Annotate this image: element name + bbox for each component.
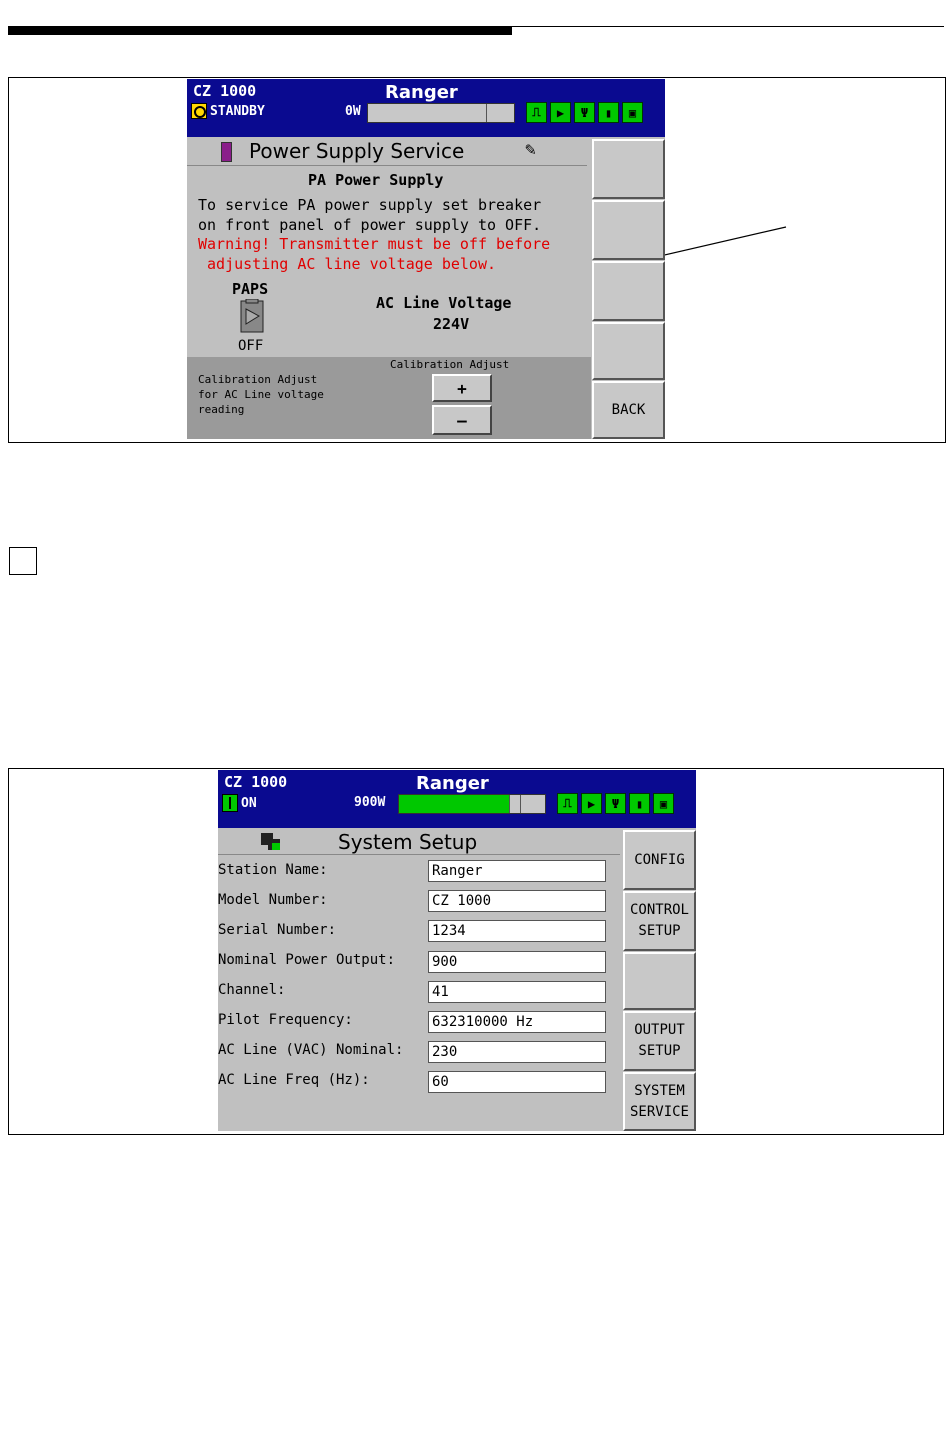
instruction-text: on front panel of power supply to OFF. — [198, 216, 542, 234]
warning-text: adjusting AC line voltage below. — [198, 255, 497, 273]
calibration-section — [187, 357, 591, 439]
meter-fill — [399, 795, 510, 813]
model-label: CZ 1000 — [193, 82, 257, 100]
paps-label: PAPS — [232, 280, 269, 298]
screen-system-setup — [218, 770, 696, 1131]
nominal-power-field[interactable]: 900 — [428, 951, 606, 973]
ac-line-voltage-label: AC Line Voltage — [376, 294, 512, 312]
ac-line-voltage-value: 224V — [433, 315, 470, 333]
back-button[interactable]: BACK — [592, 381, 665, 439]
setup-icon — [260, 832, 282, 852]
serial-number-field[interactable]: 1234 — [428, 920, 606, 942]
instruction-text: To service PA power supply set breaker — [198, 196, 542, 214]
pilot-frequency-field[interactable]: 632310000 Hz — [428, 1011, 606, 1033]
calibration-plus-button[interactable]: + — [432, 374, 492, 402]
panel-title-bar — [187, 139, 587, 166]
ac-line-nominal-field[interactable]: 230 — [428, 1041, 606, 1063]
side-button-empty[interactable] — [623, 952, 696, 1010]
panel-title: Power Supply Service — [249, 139, 465, 163]
panel-title: System Setup — [338, 830, 478, 854]
field-label-nominal-power: Nominal Power Output: — [218, 952, 396, 968]
model-label: CZ 1000 — [224, 773, 288, 791]
field-label-pilot-frequency: Pilot Frequency: — [218, 1012, 353, 1028]
field-label-channel: Channel: — [218, 982, 286, 998]
side-button-1[interactable] — [592, 139, 665, 199]
power-meter — [398, 794, 546, 814]
meter-segment — [521, 795, 545, 813]
field-label-ac-line-nominal: AC Line (VAC) Nominal: — [218, 1042, 404, 1058]
setup-form — [218, 860, 618, 1110]
screen-power-supply-service — [187, 79, 665, 439]
network-icon: ▣ — [653, 793, 674, 814]
status-indicator — [191, 103, 265, 119]
status-icons — [557, 793, 674, 814]
battery-icon: ▮ — [598, 102, 619, 123]
config-button[interactable]: CONFIG — [623, 830, 696, 890]
station-name: Ranger — [416, 773, 489, 794]
panel-title-bar — [218, 830, 620, 855]
channel-field[interactable]: 41 — [428, 981, 606, 1003]
network-icon: ▣ — [622, 102, 643, 123]
antenna-icon: Ψ — [574, 102, 595, 123]
field-label-serial-number: Serial Number: — [218, 922, 337, 938]
side-button-2[interactable] — [592, 200, 665, 260]
power-meter — [367, 103, 515, 123]
meter-segment — [510, 795, 521, 813]
system-service-button[interactable]: SYSTEM SERVICE — [623, 1072, 696, 1131]
checkbox[interactable] — [9, 547, 37, 575]
battery-icon: ▮ — [629, 793, 650, 814]
calibration-description: for AC Line voltage — [198, 388, 324, 401]
paps-state: OFF — [238, 338, 264, 354]
model-number-field[interactable]: CZ 1000 — [428, 890, 606, 912]
power-readout: 900W — [354, 795, 386, 810]
antenna-icon: Ψ — [605, 793, 626, 814]
side-button-3[interactable] — [592, 261, 665, 321]
side-button-4[interactable] — [592, 322, 665, 380]
warning-text: Warning! Transmitter must be off before — [198, 235, 551, 253]
ac-line-freq-field[interactable]: 60 — [428, 1071, 606, 1093]
standby-icon — [191, 103, 207, 119]
status-indicator — [222, 794, 257, 812]
meter-segment — [487, 104, 514, 122]
field-label-station-name: Station Name: — [218, 862, 328, 878]
calibration-minus-button[interactable]: – — [432, 405, 492, 435]
page-header-rule-thin — [512, 26, 944, 27]
calibration-description: reading — [198, 403, 245, 416]
status-icons — [526, 102, 643, 123]
power-readout: 0W — [345, 104, 361, 119]
power-supply-icon — [221, 142, 232, 162]
page-header-rule — [8, 26, 512, 35]
panel-subtitle: PA Power Supply — [308, 171, 444, 189]
station-name-field[interactable]: Ranger — [428, 860, 606, 882]
pulse-icon: ⎍ — [526, 102, 547, 123]
status-header — [187, 79, 665, 137]
status-header — [218, 770, 696, 828]
control-setup-button[interactable]: CONTROL SETUP — [623, 891, 696, 951]
output-setup-button[interactable]: OUTPUT SETUP — [623, 1011, 696, 1071]
meter-segment — [368, 104, 487, 122]
station-name: Ranger — [385, 82, 458, 103]
play-icon: ▶ — [550, 102, 571, 123]
status-text: STANDBY — [210, 103, 265, 119]
status-text: ON — [241, 795, 257, 811]
on-icon — [222, 794, 238, 812]
calibration-description: Calibration Adjust — [198, 373, 318, 386]
calibration-header: Calibration Adjust — [390, 358, 510, 371]
field-label-ac-line-freq: AC Line Freq (Hz): — [218, 1072, 370, 1088]
breaker-icon — [237, 299, 269, 335]
pulse-icon: ⎍ — [557, 793, 578, 814]
play-icon: ▶ — [581, 793, 602, 814]
screwdriver-icon: ✎ — [525, 139, 536, 160]
field-label-model-number: Model Number: — [218, 892, 328, 908]
